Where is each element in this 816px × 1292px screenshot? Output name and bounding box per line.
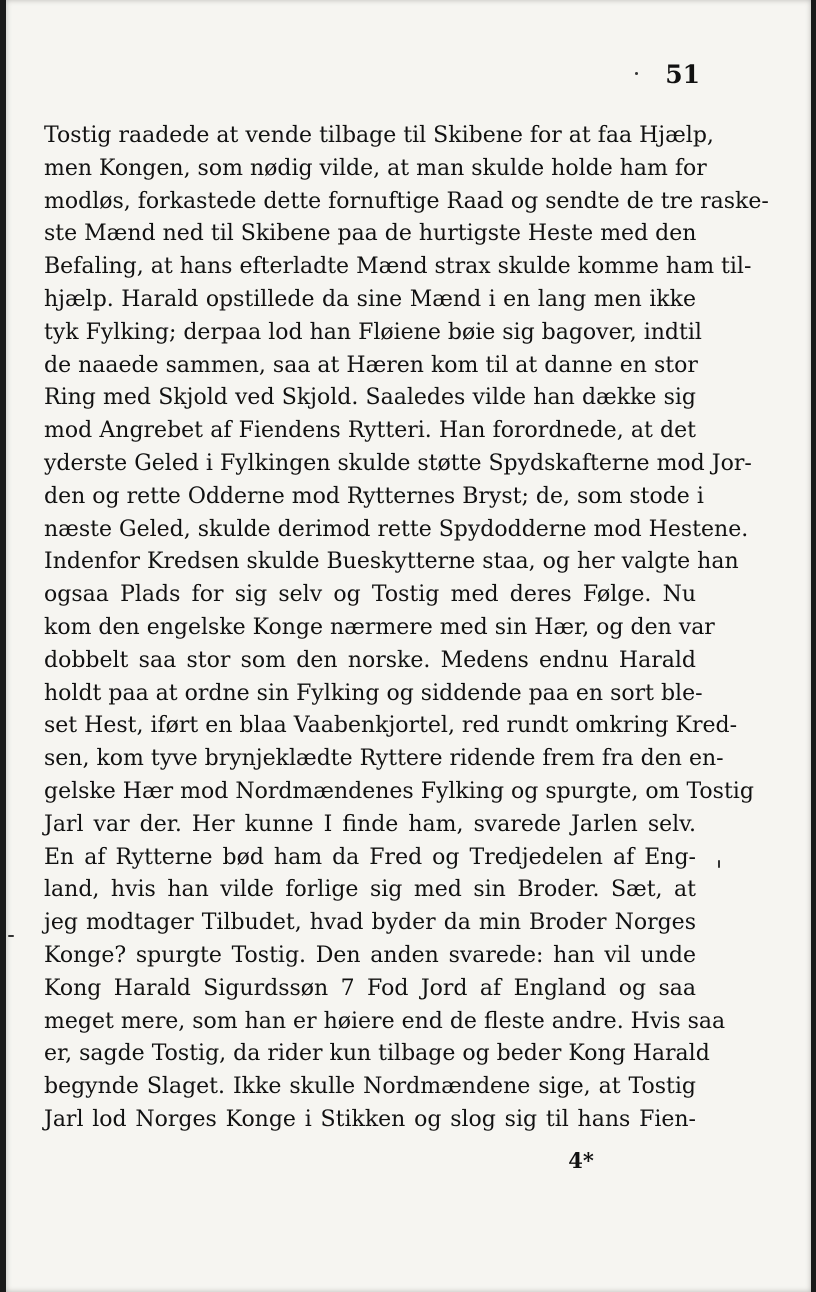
text-line: Indenfor Kredsen skulde Bueskytterne staa, og her valgte han bbox=[44, 549, 739, 575]
text-line: En af Rytterne bød ham da Fred og Tredjedelen af Eng- bbox=[44, 844, 696, 870]
text-line: Kong Harald Sigurdssøn 7 Fod Jord af England og saa bbox=[44, 975, 696, 1001]
body-text bbox=[44, 120, 769, 1137]
text-line: yderste Geled i Fylkingen skulde støtte Spydskafterne mod Jor- bbox=[44, 450, 752, 476]
text-line: tyk Fylking; derpaa lod han Fløiene bøie sig bagover, indtil bbox=[44, 319, 702, 345]
page-number: 51 bbox=[665, 60, 700, 89]
text-line: næste Geled, skulde derimod rette Spydodderne mod Hestene. bbox=[44, 516, 749, 542]
ink-speck bbox=[718, 860, 720, 868]
text-line: meget mere, som han er høiere end de fleste andre. Hvis saa bbox=[44, 1008, 726, 1034]
text-line: ste Mænd ned til Skibene paa de hurtigste Heste med den bbox=[44, 221, 697, 247]
text-line: set Hest, iført en blaa Vaabenkjortel, red rundt omkring Kred- bbox=[44, 713, 738, 739]
text-line: Jarl lod Norges Konge i Stikken og slog sig til hans Fien- bbox=[44, 1106, 696, 1132]
text-line: jeg modtager Tilbudet, hvad byder da min Broder Norges bbox=[44, 910, 696, 936]
text-line: Befaling, at hans efterladte Mænd strax skulde komme ham til- bbox=[44, 254, 752, 280]
text-line: den og rette Odderne mod Rytternes Bryst; de, som stode i bbox=[44, 483, 704, 509]
text-line: Konge? spurgte Tostig. Den anden svarede: han vil unde bbox=[44, 942, 696, 968]
text-line: Tostig raadede at vende tilbage til Skibene for at faa Hjælp, bbox=[44, 123, 714, 148]
book-page bbox=[6, 0, 811, 1292]
text-line: holdt paa at ordne sin Fylking og siddende paa en sort ble- bbox=[44, 680, 703, 706]
text-line: er, sagde Tostig, da rider kun tilbage og beder Kong Harald bbox=[44, 1041, 710, 1067]
text-line: land, hvis han vilde forlige sig med sin Broder. Sæt, at bbox=[44, 877, 696, 903]
text-line: modløs, forkastede dette fornuftige Raad og sendte de tre raske- bbox=[44, 188, 769, 214]
text-line: ogsaa Plads for sig selv og Tostig med deres Følge. Nu bbox=[44, 582, 696, 608]
text-line: kom den engelske Konge nærmere med sin Hær, og den var bbox=[44, 614, 715, 640]
text-line: gelske Hær mod Nordmændenes Fylking og spurgte, om Tostig bbox=[44, 778, 754, 804]
text-line: dobbelt saa stor som den norske. Medens endnu Harald bbox=[44, 647, 696, 673]
text-line: Jarl var der. Her kunne I finde ham, svarede Jarlen selv. bbox=[44, 811, 696, 837]
text-line: mod Angrebet af Fiendens Rytteri. Han forordnede, at det bbox=[44, 418, 696, 444]
text-line: men Kongen, som nødig vilde, at man skulde holde ham for bbox=[44, 155, 707, 181]
text-line: Ring med Skjold ved Skjold. Saaledes vilde han dække sig bbox=[44, 385, 696, 411]
text-line: de naaede sammen, saa at Hæren kom til at danne en stor bbox=[44, 352, 698, 378]
text-line: hjælp. Harald opstillede da sine Mænd i en lang men ikke bbox=[44, 286, 696, 312]
signature-mark: 4* bbox=[568, 1148, 594, 1173]
text-line: sen, kom tyve brynjeklædte Ryttere ridende frem fra den en- bbox=[44, 746, 724, 772]
ink-speck bbox=[635, 72, 638, 75]
text-line: begynde Slaget. Ikke skulle Nordmændene sige, at Tostig bbox=[44, 1074, 696, 1100]
ink-speck bbox=[8, 935, 14, 937]
